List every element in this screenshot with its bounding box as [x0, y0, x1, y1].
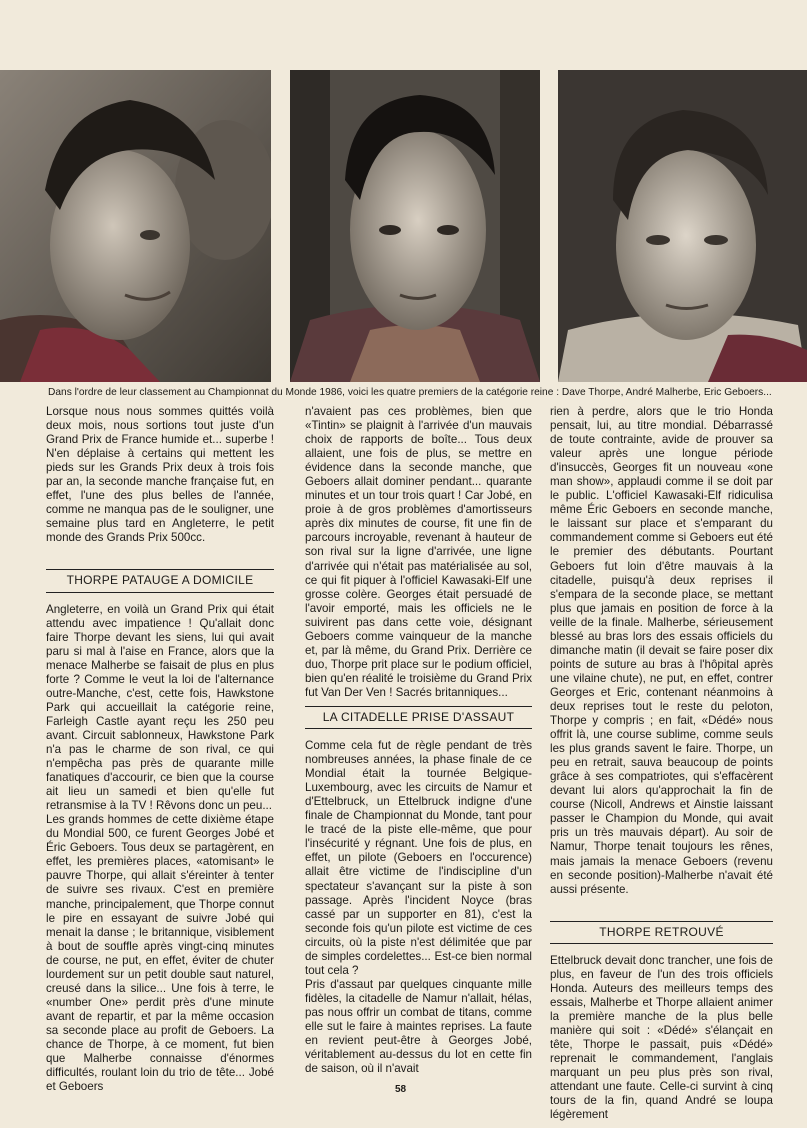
paragraph: Les grands hommes de cette dixième étape du Mondial 500, ce furent Georges Jobé et Éric Geboers. Tous deux se partagèrent, en effet, les premières places, «atomisant» le pauvre Thorpe, qui allait s'éreinter à tenter de suivre ses rivaux. C'est en première manche, principalement, que Thorpe connut le pire en essayant de suivre Jobé qui menait la danse ; le britannique, visiblement à bout de souffle après vingt-cinq minutes de course, ne put, en effet, éviter de chuter lourdement sur un petit double saut naturel, creusé dans la silice... Une fois à terre, le «number One» perdit près d'une minute avant de repartir, et par la même occasion sa seconde place au profit de Geboers. La chance de Thorpe, à ce moment, fut bien que Malherbe connaisse d'énormes difficultés, roulant loin du trio de tête... Jobé et Geboers [46, 813, 274, 1094]
paragraph: Ettelbruck devait donc trancher, une fois de plus, en faveur de l'un des trois officiels Honda. Auteurs des meilleurs temps des essais, Malherbe et Thorpe allaient animer la première manche de la plus belle manière qui soit : «Dédé» s'élançait en tête, Thorpe le passait, puis «Dédé» reprenait le commandement, l'anglais marquant un peu plus près son rival, attendant une faute. Celle-ci survint à cinq tours de la fin, quand André se loupa légèrement [550, 953, 773, 1122]
section-heading: THORPE RETROUVÉ [550, 921, 773, 944]
section-heading: THORPE PATAUGE A DOMICILE [46, 569, 274, 592]
paragraph: Comme cela fut de règle pendant de très nombreuses années, la phase finale de ce Mondial était la tournée Belgique-Luxembourg, avec les circuits de Namur et d'Ettelbruck, un Ettelbruck indigne d'une finale de Championnat du Monde, tant pour le tracé de la piste elle-même, que pour l'insécurité y régnant. Une fois de plus, en effet, un pilote (Geboers en l'occurence) allait être victime de l'indiscipline d'un spectateur s'avançant sur la piste à son passage. Après l'incident Noyce (bras cassé par un supporter en 81), c'est la seconde fois qu'un pilote est victime de ces circuits, où la piste n'est délimitée que par de simples cordelettes... Est-ce bien normal tout cela ? [305, 739, 532, 977]
photo-andre-malherbe [290, 70, 540, 382]
paragraph: Angleterre, en voilà un Grand Prix qui était attendu avec impatience ! Qu'allait donc faire Thorpe devant les siens, lui qui avait paru si mal à l'aise en France, alors que la menace Malherbe se faisait de plus en plus forte ? Comme le veut la loi de l'alternance outre-Manche, c'est, cette fois, Hawkstone Park qui accueillait la catégorie reine, Farleigh Castle ayant reçu les 250 peu avant. Circuit sablonneux, Hawkstone Park n'a pas le charme de son rival, ce qui n'empêcha pas près de quarante mille fanatiques d'accourir, ce bien que la course ait lieu un samedi et bien qu'elle fut retransmise à la TV ! Rêvons donc un peu... [46, 602, 274, 813]
photo-eric-geboers [558, 70, 807, 382]
intro-paragraph: Lorsque nous nous sommes quittés voilà deux mois, nous sortions tout juste d'un Grand Prix de France humide et... superbe ! N'en déplaise à certains qui mettent les pieds sur les Grands Prix deux à trois fois par an, la seconde manche française fut, en effet, l'une des plus belles de l'année, comme ne manqua pas de le souligner, une semaine plus tard en Angleterre, le petit monde des Grands Prix 500cc. [46, 405, 274, 545]
paragraph: n'avaient pas ces problèmes, bien que «Tintin» se plaignit à l'arrivée d'un mauvais choix de rapports de boîte... Tous deux allaient, une fois de plus, se mettre en évidence dans la seconde manche, que Geboers allait dominer pendant... quarante minutes et un tour trois quart ! Car Jobé, en proie à de gros problèmes d'amortisseurs après dix minutes de course, fit une fin de parcours incroyable, revenant à hauteur de son rival sur la ligne d'arrivée, une ligne d'arrivée qui n'était pas matérialisée au sol, ce qui fit piquer à l'officiel Kawasaki-Elf une grosse colère. Georges était persuadé de l'avoir emporté, mais les officiels ne le suivirent pas dans cette voie, désignant Geboers comme vainqueur de la manche et, par là même, du Grand Prix. Derrière ce duo, Thorpe prit place sur le podium officiel, bien qu'en réalité le troisième du Grand Prix fut Van Der Ven ! Sacrés britanniques... [305, 405, 532, 699]
page-number: 58 [395, 1084, 407, 1095]
photo-dave-thorpe [0, 70, 271, 382]
photo-caption: Dans l'ordre de leur classement au Championnat du Monde 1986, voici les quatre premiers de la catégorie reine : Dave Thorpe, André Malherbe, Eric Geboers... [48, 387, 772, 398]
paragraph: Pris d'assaut par quelques cinquante mille fidèles, la citadelle de Namur n'allait, hélas, pas nous offrir un combat de titans, comme elle sut le faire à maintes reprises. La faute en revient peut-être à Georges Jobé, véritablement au-dessus du lot en cette fin de saison, où il n'avait [305, 977, 532, 1076]
article-column-2 [305, 405, 532, 1076]
article-column-1 [46, 405, 274, 1094]
paragraph: rien à perdre, alors que le trio Honda pensait, lui, au titre mondial. Débarrassé de toute contrainte, avide de prouver sa valeur après une longue période d'insuccès, Georges fit un nouveau «one man show», applaudi comme il se doit par le public. L'officiel Kawasaki-Elf ridiculisa même Éric Geboers en seconde manche, le laissant sur place et s'emparant du commandement comme si Geboers eut été le premier des débutants. Pourtant Geboers fut loin d'être mauvais à la citadelle, puisqu'à deux reprises il s'empara de la seconde place, se mettant plus que jamais en position de force à la veille de la finale. Malherbe, sérieusement blessé au bras lors des essais officiels du dimanche matin (il devait se faire poser dix points de suture au bras à l'hôpital après une vilaine chute), ne put, en effet, contrer Georges et Eric, contenant néanmoins à deux reprises tout le reste du peloton, Thorpe y compris ; en fait, «Dédé» nous offrit là, une course sublime, comme seuls les plus grands savent le faire. Thorpe, un peu en retrait, sauva beaucoup de points grâce à ses compatriotes, qui s'effacèrent devant lui alors qu'approchait la fin de course (Nicoll, Andrews et Ainstie laissant passer le Champion du Monde, qui avait pris un très mauvais départ). Au soir de Namur, Thorpe tenait toujours les rênes, mais jamais la menace Geboers (revenu en seconde position)-Malherbe n'avait été aussi présente. [550, 405, 773, 896]
article-column-3 [550, 405, 773, 1122]
section-heading: LA CITADELLE PRISE D'ASSAUT [305, 706, 532, 729]
